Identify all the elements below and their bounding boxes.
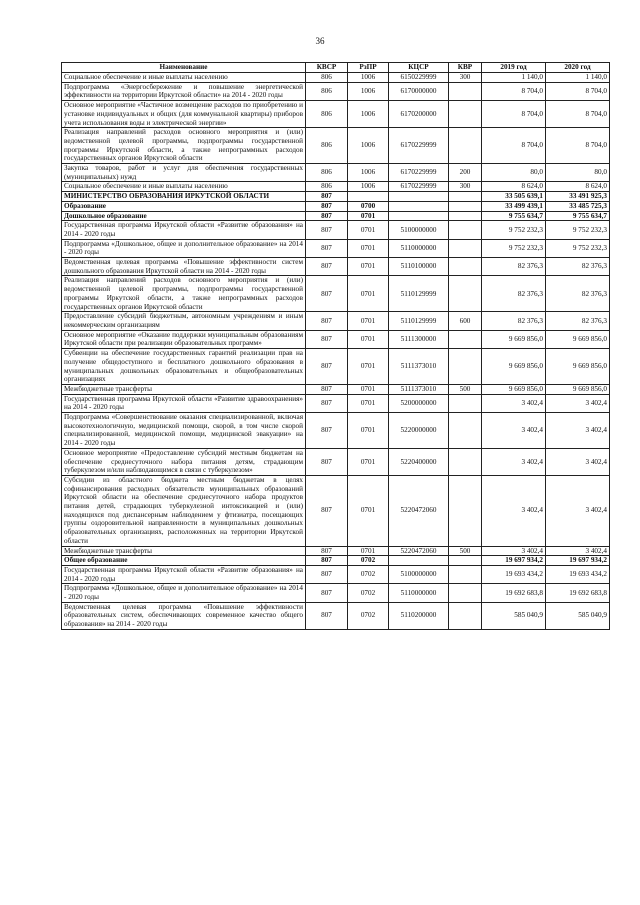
row-name: Государственная программа Иркутской области «Развитие образования» на 2014 - 2020 годы (62, 565, 306, 583)
row-kcsr: 5110129999 (389, 312, 449, 330)
row-kvr (449, 394, 482, 412)
table-header-row (62, 63, 610, 73)
table-row (62, 164, 610, 182)
row-kcsr: 5220472060 (389, 475, 449, 546)
row-rzpr: 0701 (348, 448, 389, 475)
row-amount-2019: 82 376,3 (482, 276, 546, 312)
row-kvr: 200 (449, 164, 482, 182)
row-kvsr: 807 (306, 201, 348, 211)
row-amount-2020: 9 669 856,0 (546, 384, 610, 394)
row-kvr: 300 (449, 73, 482, 83)
row-kvsr: 807 (306, 221, 348, 239)
row-kcsr: 6170200000 (389, 101, 449, 128)
row-kvr (449, 201, 482, 211)
row-rzpr: 0702 (348, 565, 389, 583)
row-amount-2020: 3 402,4 (546, 413, 610, 449)
header-2020: 2020 год (546, 63, 610, 73)
row-kvr (449, 128, 482, 164)
row-rzpr: 1006 (348, 73, 389, 83)
row-kvr (449, 448, 482, 475)
row-amount-2020: 82 376,3 (546, 258, 610, 276)
row-amount-2019: 8 704,0 (482, 128, 546, 164)
table-row (62, 602, 610, 629)
table-body (62, 73, 610, 630)
row-rzpr: 0701 (348, 258, 389, 276)
table-row (62, 73, 610, 83)
row-amount-2020: 585 040,9 (546, 602, 610, 629)
row-kvr (449, 584, 482, 602)
row-amount-2019: 585 040,9 (482, 602, 546, 629)
table-row (62, 312, 610, 330)
table-row (62, 349, 610, 385)
row-amount-2019: 33 499 439,1 (482, 201, 546, 211)
row-kvr (449, 239, 482, 257)
row-amount-2019: 3 402,4 (482, 546, 546, 556)
row-kvsr: 807 (306, 330, 348, 348)
header-rzpr: РзПР (348, 63, 389, 73)
row-name: Реализация направлений расходов основного мероприятия и (или) ведомственной целевой программы, подпрограммы государственной программы Иркутской области, а также непрограммных расходов государственных органов Иркутской области (62, 276, 306, 312)
row-amount-2019: 9 755 634,7 (482, 211, 546, 221)
budget-table (61, 62, 610, 630)
table-row (62, 201, 610, 211)
row-kvr (449, 556, 482, 566)
row-amount-2020: 8 624,0 (546, 182, 610, 192)
row-kvr (449, 192, 482, 202)
table-row (62, 82, 610, 100)
row-rzpr: 0700 (348, 201, 389, 211)
header-kvr: КВР (449, 63, 482, 73)
row-amount-2019: 9 669 856,0 (482, 330, 546, 348)
table-row (62, 556, 610, 566)
row-kcsr: 5220000000 (389, 413, 449, 449)
row-name: Предоставление субсидий бюджетным, автономным учреждениям и иным некоммерческим организациям (62, 312, 306, 330)
row-kvsr: 806 (306, 128, 348, 164)
table-row (62, 239, 610, 257)
row-kvr (449, 221, 482, 239)
row-name: Подпрограмма «Дошкольное, общее и дополнительное образование» на 2014 - 2020 годы (62, 239, 306, 257)
header-kcsr: КЦСР (389, 63, 449, 73)
row-kvsr: 807 (306, 211, 348, 221)
row-kvsr: 806 (306, 182, 348, 192)
row-amount-2019: 3 402,4 (482, 448, 546, 475)
row-kvsr: 807 (306, 276, 348, 312)
row-amount-2020: 1 140,0 (546, 73, 610, 83)
row-amount-2020: 19 692 683,8 (546, 584, 610, 602)
row-kvsr: 806 (306, 164, 348, 182)
row-amount-2020: 8 704,0 (546, 101, 610, 128)
row-rzpr: 0701 (348, 384, 389, 394)
row-name: Ведомственная целевая программа «Повышение эффективности систем дошкольного образования Иркутской области на 2014 - 2020 годы (62, 258, 306, 276)
row-rzpr: 0701 (348, 276, 389, 312)
row-kvr (449, 82, 482, 100)
row-kvr (449, 475, 482, 546)
table-row (62, 384, 610, 394)
row-rzpr: 0701 (348, 475, 389, 546)
row-amount-2020: 9 752 232,3 (546, 239, 610, 257)
row-kvsr: 806 (306, 82, 348, 100)
row-amount-2020: 82 376,3 (546, 276, 610, 312)
row-kvr (449, 276, 482, 312)
row-amount-2019: 9 669 856,0 (482, 349, 546, 385)
row-rzpr: 0701 (348, 211, 389, 221)
row-kvsr: 807 (306, 312, 348, 330)
row-kvsr: 807 (306, 565, 348, 583)
row-kcsr: 6170229999 (389, 182, 449, 192)
row-amount-2020: 9 752 232,3 (546, 221, 610, 239)
row-name: Социальное обеспечение и иные выплаты населению (62, 73, 306, 83)
row-amount-2019: 3 402,4 (482, 394, 546, 412)
row-kcsr (389, 192, 449, 202)
row-kcsr: 5111373010 (389, 349, 449, 385)
table-row (62, 394, 610, 412)
row-kvr (449, 258, 482, 276)
row-kvsr: 807 (306, 192, 348, 202)
table-row (62, 128, 610, 164)
row-kcsr: 5110000000 (389, 239, 449, 257)
row-name: МИНИСТЕРСТВО ОБРАЗОВАНИЯ ИРКУТСКОЙ ОБЛАСТИ (62, 192, 306, 202)
row-rzpr: 0702 (348, 584, 389, 602)
row-name: Основное мероприятие «Предоставление субсидий местным бюджетам на обеспечение среднесуточного набора питания детям, страдающим туберкулезом и/или наблюдающимся в связи с туберкулезом» (62, 448, 306, 475)
header-name: Наименование (62, 63, 306, 73)
row-kvr: 500 (449, 546, 482, 556)
row-kvr: 300 (449, 182, 482, 192)
row-amount-2020: 80,0 (546, 164, 610, 182)
row-amount-2020: 3 402,4 (546, 546, 610, 556)
row-rzpr: 1006 (348, 101, 389, 128)
row-kvr (449, 602, 482, 629)
table-row (62, 211, 610, 221)
row-kvsr: 807 (306, 448, 348, 475)
row-kvsr: 807 (306, 602, 348, 629)
row-kcsr: 6170229999 (389, 164, 449, 182)
row-amount-2019: 82 376,3 (482, 258, 546, 276)
row-kvr (449, 413, 482, 449)
row-kvsr: 807 (306, 556, 348, 566)
table-row (62, 221, 610, 239)
row-amount-2020: 33 485 725,3 (546, 201, 610, 211)
row-amount-2020: 9 669 856,0 (546, 349, 610, 385)
row-name: Дошкольное образование (62, 211, 306, 221)
row-amount-2020: 3 402,4 (546, 394, 610, 412)
table-row (62, 276, 610, 312)
row-name: Подпрограмма «Дошкольное, общее и дополнительное образование» на 2014 - 2020 годы (62, 584, 306, 602)
row-kvsr: 807 (306, 394, 348, 412)
row-name: Подпрограмма «Совершенствование оказания специализированной, включая высокотехнологичную, медицинской помощи, скорой, в том числе скорой специализированной, медицинской помощи, медицинской эвакуации» на 2014 - 2020 годы (62, 413, 306, 449)
row-amount-2019: 19 693 434,2 (482, 565, 546, 583)
row-name: Ведомственная целевая программа «Повышение эффективности образовательных систем, обеспечивающих современное качество общего образования» на 2014 - 2020 годы (62, 602, 306, 629)
row-kvr (449, 349, 482, 385)
row-name: Закупка товаров, работ и услуг для обеспечения государственных (муниципальных) нужд (62, 164, 306, 182)
row-kvr: 500 (449, 384, 482, 394)
row-rzpr: 1006 (348, 82, 389, 100)
table-row (62, 192, 610, 202)
row-kcsr: 6150229999 (389, 73, 449, 83)
row-name: Основное мероприятие «Частичное возмещение расходов по приобретению и установке индивидуальных и общих (для коммунальной квартиры) приборов учета использования воды и электрической энергии» (62, 101, 306, 128)
row-rzpr: 0701 (348, 221, 389, 239)
table-row (62, 584, 610, 602)
row-kcsr: 6170229999 (389, 128, 449, 164)
row-rzpr: 1006 (348, 182, 389, 192)
row-kvsr: 807 (306, 584, 348, 602)
row-name: Межбюджетные трансферты (62, 546, 306, 556)
row-kvr: 600 (449, 312, 482, 330)
row-name: Основное мероприятие «Оказание поддержки муниципальным образованиям Иркутской области при реализации образовательных программ» (62, 330, 306, 348)
row-amount-2019: 33 505 639,1 (482, 192, 546, 202)
row-amount-2019: 8 704,0 (482, 101, 546, 128)
row-kvsr: 807 (306, 258, 348, 276)
row-kvr (449, 330, 482, 348)
row-amount-2020: 3 402,4 (546, 475, 610, 546)
row-amount-2019: 3 402,4 (482, 475, 546, 546)
row-kvr (449, 211, 482, 221)
table-row (62, 330, 610, 348)
row-kvsr: 807 (306, 384, 348, 394)
row-rzpr: 0701 (348, 330, 389, 348)
row-name: Субсидии из областного бюджета местным бюджетам в целях софинансирования расходных обязательств муниципальных образований Иркутской области на обеспечение среднесуточного набора продуктов питания детей, страдающих туберкулезной интоксикацией и (или) находящихся под диспансерным наблюдением у фтизиатра, посещающих группы оздоровительной направленности в муниципальных дошкольных образовательных организациях, расположенных на территории Иркутской области (62, 475, 306, 546)
row-rzpr: 0701 (348, 546, 389, 556)
table-row (62, 101, 610, 128)
table-row (62, 448, 610, 475)
row-amount-2019: 9 752 232,3 (482, 221, 546, 239)
row-rzpr: 0701 (348, 312, 389, 330)
row-kvsr: 807 (306, 413, 348, 449)
row-amount-2019: 80,0 (482, 164, 546, 182)
row-kcsr: 5110129999 (389, 276, 449, 312)
row-kcsr: 5111300000 (389, 330, 449, 348)
row-kvsr: 807 (306, 239, 348, 257)
table-row (62, 182, 610, 192)
row-kcsr: 5220400000 (389, 448, 449, 475)
row-kcsr: 5100000000 (389, 565, 449, 583)
row-amount-2020: 8 704,0 (546, 82, 610, 100)
table-row (62, 475, 610, 546)
row-amount-2020: 3 402,4 (546, 448, 610, 475)
row-amount-2019: 9 752 232,3 (482, 239, 546, 257)
header-2019: 2019 год (482, 63, 546, 73)
row-amount-2019: 82 376,3 (482, 312, 546, 330)
row-amount-2020: 33 491 925,3 (546, 192, 610, 202)
row-kvsr: 807 (306, 349, 348, 385)
row-rzpr: 1006 (348, 164, 389, 182)
header-kvsr: КВСР (306, 63, 348, 73)
row-amount-2020: 8 704,0 (546, 128, 610, 164)
row-name: Субвенции на обеспечение государственных гарантий реализации прав на получение общедоступного и бесплатного дошкольного образования в муниципальных дошкольных образовательных и общеобразовательных организациях (62, 349, 306, 385)
row-amount-2019: 3 402,4 (482, 413, 546, 449)
table-row (62, 565, 610, 583)
row-kcsr (389, 556, 449, 566)
row-kcsr: 5100000000 (389, 221, 449, 239)
row-amount-2019: 19 697 934,2 (482, 556, 546, 566)
row-kcsr (389, 201, 449, 211)
row-amount-2019: 1 140,0 (482, 73, 546, 83)
row-amount-2020: 9 755 634,7 (546, 211, 610, 221)
row-amount-2020: 19 693 434,2 (546, 565, 610, 583)
row-amount-2020: 9 669 856,0 (546, 330, 610, 348)
table-row (62, 413, 610, 449)
row-name: Государственная программа Иркутской области «Развитие образования» на 2014 - 2020 годы (62, 221, 306, 239)
row-amount-2019: 8 624,0 (482, 182, 546, 192)
row-kcsr (389, 211, 449, 221)
row-name: Общее образование (62, 556, 306, 566)
row-name: Государственная программа Иркутской области «Развитие здравоохранения» на 2014 - 2020 годы (62, 394, 306, 412)
row-amount-2019: 8 704,0 (482, 82, 546, 100)
row-kcsr: 5110100000 (389, 258, 449, 276)
row-rzpr: 0701 (348, 349, 389, 385)
row-name: Образование (62, 201, 306, 211)
row-amount-2020: 19 697 934,2 (546, 556, 610, 566)
row-name: Социальное обеспечение и иные выплаты населению (62, 182, 306, 192)
row-name: Подпрограмма «Энергосбережение и повышение энергетической эффективности на территории Иркутской области» на 2014 - 2020 годы (62, 82, 306, 100)
row-name: Межбюджетные трансферты (62, 384, 306, 394)
row-name: Реализация направлений расходов основного мероприятия и (или) ведомственной целевой программы, подпрограммы государственной программы Иркутской области, а также непрограммных расходов государственных органов Иркутской области (62, 128, 306, 164)
row-rzpr: 1006 (348, 128, 389, 164)
row-kcsr: 5110200000 (389, 602, 449, 629)
row-kcsr: 6170000000 (389, 82, 449, 100)
row-rzpr: 0702 (348, 602, 389, 629)
row-kvr (449, 565, 482, 583)
row-amount-2020: 82 376,3 (546, 312, 610, 330)
row-kcsr: 5110000000 (389, 584, 449, 602)
row-amount-2019: 9 669 856,0 (482, 384, 546, 394)
row-kcsr: 5200000000 (389, 394, 449, 412)
row-kcsr: 5111373010 (389, 384, 449, 394)
row-rzpr: 0701 (348, 239, 389, 257)
row-rzpr: 0701 (348, 413, 389, 449)
row-kvr (449, 101, 482, 128)
row-kvsr: 806 (306, 73, 348, 83)
row-amount-2019: 19 692 683,8 (482, 584, 546, 602)
table-row (62, 546, 610, 556)
row-kvsr: 807 (306, 546, 348, 556)
row-rzpr: 0702 (348, 556, 389, 566)
row-kcsr: 5220472060 (389, 546, 449, 556)
row-rzpr: 0701 (348, 394, 389, 412)
row-kvsr: 806 (306, 101, 348, 128)
row-kvsr: 807 (306, 475, 348, 546)
table-row (62, 258, 610, 276)
row-rzpr (348, 192, 389, 202)
page-number: 36 (315, 36, 325, 46)
